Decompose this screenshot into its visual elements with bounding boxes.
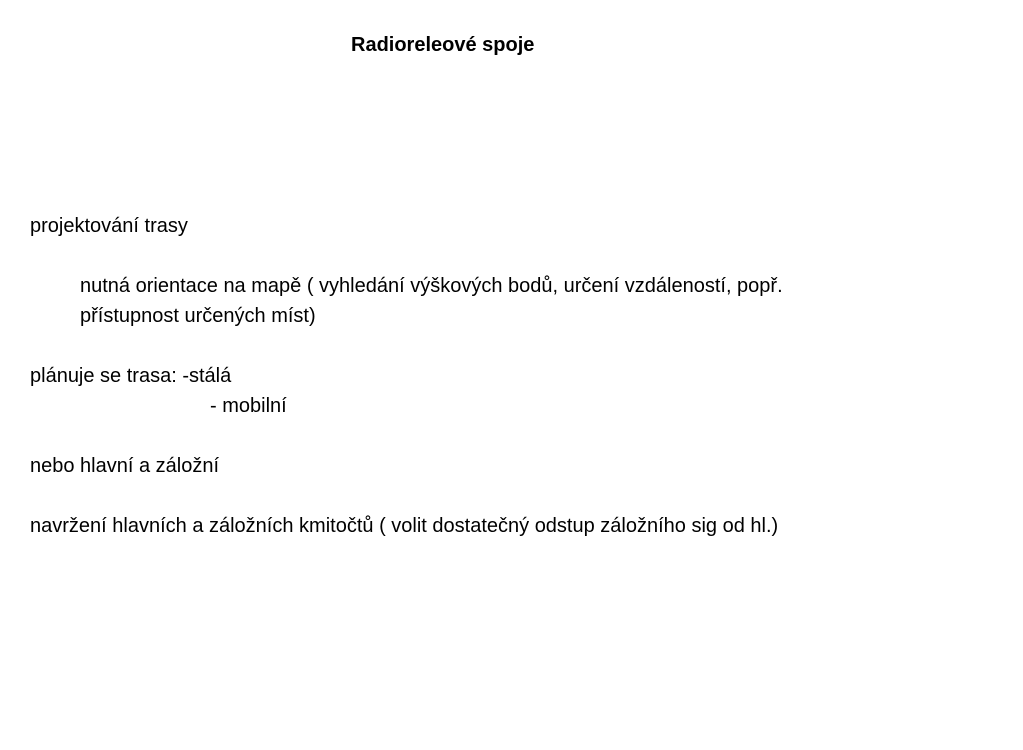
text-line-route-planning: plánuje se trasa: -stálá: [30, 365, 232, 387]
text-line-route-design: projektování trasy: [30, 215, 188, 237]
text-line-mobile: - mobilní: [210, 395, 287, 417]
text-line-map-orientation: nutná orientace na mapě ( vyhledání výškových bodů, určení vzdáleností, popř.: [80, 275, 783, 297]
text-line-accessibility: přístupnost určených míst): [80, 305, 316, 327]
text-line-frequency-design: navržení hlavních a záložních kmitočtů ( volit dostatečný odstup záložního sig od hl.): [30, 515, 779, 537]
slide-title: Radioreleové spoje: [351, 34, 535, 56]
text-line-main-backup: nebo hlavní a záložní: [30, 455, 220, 477]
